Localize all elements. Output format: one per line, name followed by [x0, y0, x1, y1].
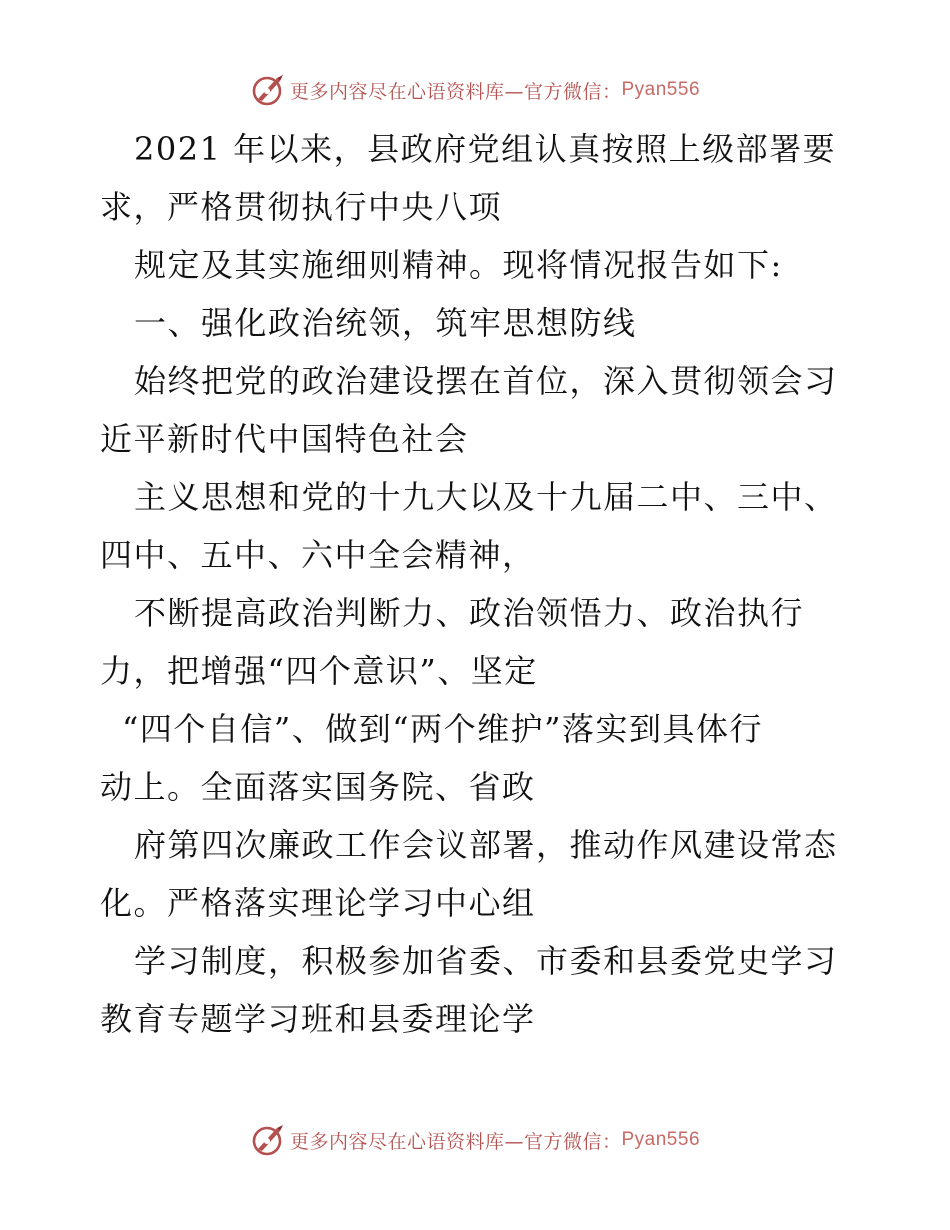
- watermark-wechat-id: Pyan556: [621, 1129, 701, 1150]
- watermark-header: [0, 70, 950, 110]
- text-line: 始终把党的政治建设摆在首位，深入贯彻领会习: [134, 362, 838, 400]
- text-line: 化。严格落实理论学习中心组: [100, 884, 536, 922]
- text-line: 教育专题学习班和县委理论学: [100, 1000, 536, 1038]
- text-line: 近平新时代中国特色社会: [100, 420, 469, 458]
- text-line: 规定及其实施细则精神。现将情况报告如下:: [134, 246, 783, 284]
- text-line: 力，把增强“四个意识”、坚定: [100, 652, 538, 690]
- text-line: 求，严格贯彻执行中央八项: [100, 188, 503, 226]
- quill-logo-icon: [250, 72, 286, 108]
- text-line: 主义思想和党的十九大以及十九届二中、三中、: [134, 478, 838, 516]
- document-body: [100, 123, 860, 1051]
- watermark-text: 更多内容尽在心语资料库—官方微信：: [289, 80, 622, 103]
- watermark-footer: [0, 1120, 950, 1160]
- quill-logo-icon: [250, 1122, 286, 1158]
- text-line: 不断提高政治判断力、政治领悟力、政治执行: [134, 594, 805, 632]
- watermark-text: 更多内容尽在心语资料库—官方微信：: [289, 1130, 622, 1153]
- text-line: 学习制度，积极参加省委、市委和县委党史学习: [134, 942, 838, 980]
- text-line: 2021 年以来，县政府党组认真按照上级部署要: [134, 130, 837, 168]
- text-line: 府第四次廉政工作会议部署，推动作风建设常态: [134, 826, 838, 864]
- text-line: “四个自信”、做到“两个维护”落实到具体行: [122, 710, 763, 748]
- text-line: 四中、五中、六中全会精神，: [100, 536, 536, 574]
- text-line: 动上。全面落实国务院、省政: [100, 768, 536, 806]
- watermark-wechat-id: Pyan556: [621, 79, 701, 100]
- section-heading: 一、强化政治统领，筑牢思想防线: [134, 304, 637, 342]
